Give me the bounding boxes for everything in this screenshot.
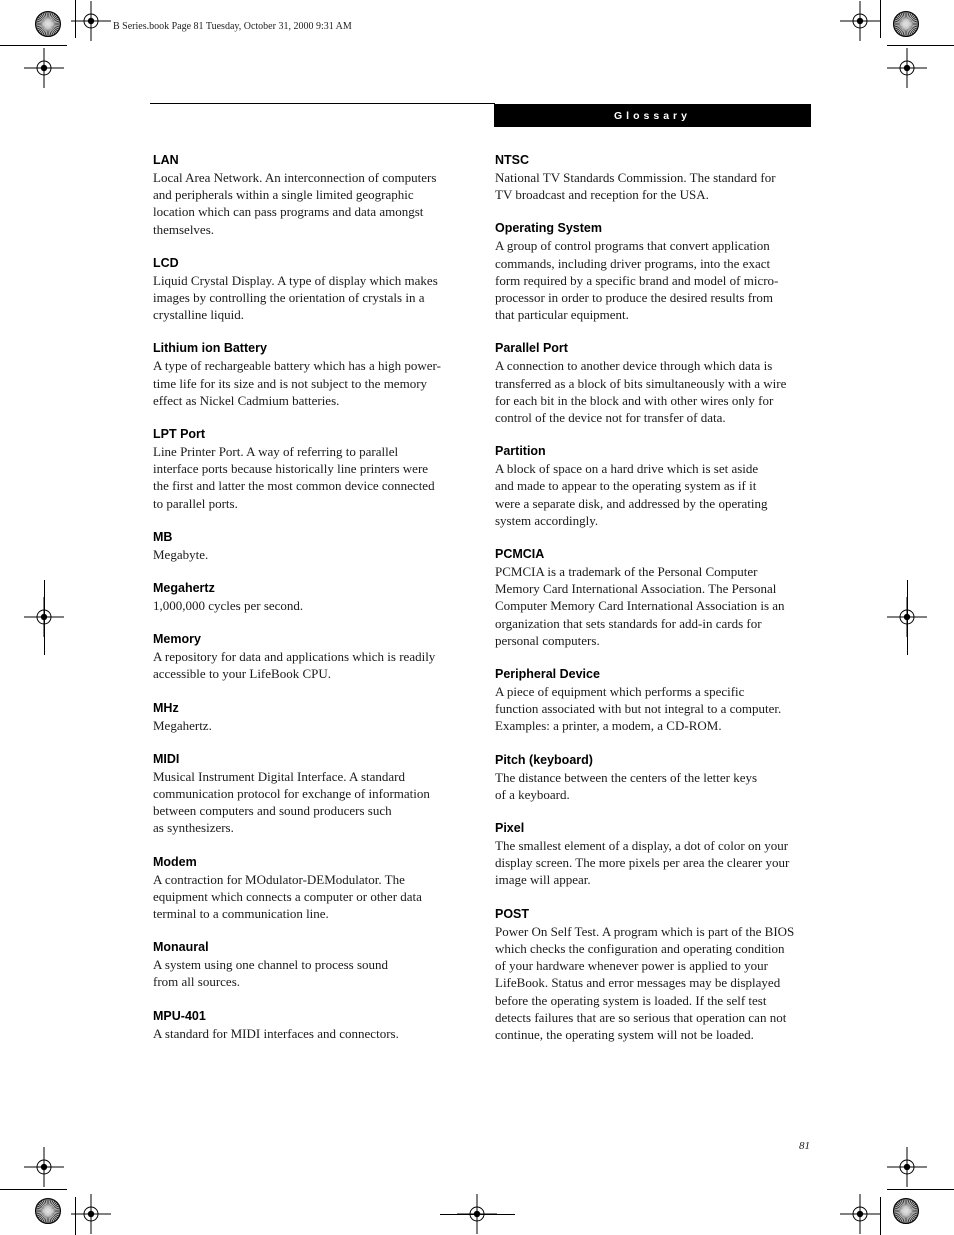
crop-mark-line (887, 1189, 954, 1190)
glossary-entry (495, 820, 811, 889)
glossary-entry (153, 529, 463, 563)
glossary-term: Pitch (keyboard) (495, 752, 593, 767)
crop-mark-line (887, 45, 954, 46)
glossary-entry (153, 751, 463, 837)
glossary-entry (153, 1008, 463, 1042)
glossary-entry (153, 426, 463, 512)
print-slug-line: B Series.book Page 81 Tuesday, October 31, 2000 9:31 AM (113, 21, 352, 32)
glossary-definition: National TV Standards Commission. The standard for TV broadcast and reception for the USA. (495, 170, 776, 203)
glossary-term: LAN (153, 153, 179, 167)
glossary-definition: A connection to another device through which data is transferred as a block of bits simultaneously with a wire for each bit in the block and with other wires only for control of the device not for transfer of data. (495, 358, 787, 426)
crop-mark-line (880, 1197, 881, 1235)
glossary-definition: A type of rechargeable battery which has a high power- time life for its size and is not subject to the memory effect as Nickel Cadmium batteries. (153, 358, 441, 408)
crop-mark-line (907, 580, 908, 655)
glossary-term: Partition (495, 444, 546, 459)
glossary-definition: Local Area Network. An interconnection of computers and peripherals within a single limited geographic location which can pass programs and data amongst themselves. (153, 170, 437, 237)
glossary-entry (153, 152, 463, 238)
registration-crosshair-icon (887, 48, 927, 88)
glossary-entry (495, 443, 811, 529)
glossary-term: Lithium ion Battery (153, 341, 267, 356)
glossary-entry (153, 700, 463, 734)
glossary-definition: Line Printer Port. A way of referring to parallel interface ports because historically line printers were the first and latter the most common device connected to parallel ports. (153, 444, 435, 511)
glossary-entry (495, 666, 811, 735)
glossary-entry (153, 939, 463, 990)
crop-mark-line (75, 0, 76, 38)
glossary-term: Modem (153, 854, 197, 869)
registration-starburst-icon (35, 11, 61, 37)
glossary-term: Megahertz (153, 581, 215, 596)
glossary-entry (495, 152, 811, 203)
glossary-definition: PCMCIA is a trademark of the Personal Computer Memory Card International Association. The Personal Computer Memory Card International Association is an organization that sets standards for add-in cards for personal computers. (495, 564, 785, 648)
crop-mark-line (880, 0, 881, 38)
registration-crosshair-icon (71, 1194, 111, 1234)
glossary-column-left (153, 152, 463, 1059)
registration-crosshair-icon (24, 48, 64, 88)
glossary-term: Memory (153, 632, 201, 647)
registration-starburst-icon (893, 1198, 919, 1224)
page-number: 81 (799, 1140, 810, 1152)
section-title: Glossary (614, 109, 691, 122)
glossary-definition: A contraction for MOdulator-DEModulator. The equipment which connects a computer or other data terminal to a communication line. (153, 871, 422, 922)
glossary-entry (495, 340, 811, 426)
glossary-definition: A system using one channel to process sound from all sources. (153, 957, 389, 990)
glossary-entry (153, 854, 463, 923)
registration-starburst-icon (35, 1198, 61, 1224)
registration-crosshair-icon (887, 1147, 927, 1187)
glossary-entry (153, 255, 463, 324)
glossary-definition: Musical Instrument Digital Interface. A standard communication protocol for exchange of information between computers and sound producers such as synthesizers. (153, 768, 430, 836)
glossary-column-right (495, 152, 811, 1060)
glossary-term: MHz (153, 700, 179, 715)
glossary-term: MIDI (153, 751, 180, 766)
glossary-entry (495, 546, 811, 649)
glossary-entry (153, 631, 463, 682)
glossary-definition: Power On Self Test. A program which is part of the BIOS which checks the configuration and operating condition of your hardware whenever power is applied to your LifeBook. Status and error messages may be displayed before the operating system is loaded. If the self test detects failures that are so serious that operation can not continue, the operating system will not be loaded. (495, 923, 795, 1042)
registration-crosshair-icon (840, 1194, 880, 1234)
registration-crosshair-icon (24, 1147, 64, 1187)
glossary-entry (495, 220, 811, 323)
glossary-term: POST (495, 906, 530, 921)
glossary-definition: Liquid Crystal Display. A type of display which makes images by controlling the orientation of crystals in a crystalline liquid. (153, 272, 438, 323)
glossary-definition: A piece of equipment which performs a specific function associated with but not integral to a computer. Examples: a printer, a modem, a CD-ROM. (495, 684, 782, 734)
crop-mark-line (440, 1214, 515, 1215)
crop-mark-line (0, 1189, 67, 1190)
glossary-term: NTSC (495, 153, 530, 167)
glossary-term: Parallel Port (495, 341, 568, 356)
glossary-term: MPU-401 (153, 1008, 206, 1023)
glossary-definition: A standard for MIDI interfaces and connectors. (153, 1025, 399, 1041)
glossary-term: PCMCIA (495, 547, 545, 562)
registration-crosshair-icon (840, 1, 880, 41)
glossary-term: LPT Port (153, 427, 206, 442)
glossary-term: MB (153, 529, 173, 544)
glossary-entry (153, 340, 463, 409)
crop-mark-line (0, 45, 67, 46)
registration-starburst-icon (893, 11, 919, 37)
glossary-definition: Megahertz. (153, 717, 212, 733)
header-rule (150, 103, 495, 104)
glossary-term: Pixel (495, 821, 525, 836)
glossary-definition: Megabyte. (153, 546, 209, 562)
glossary-definition: 1,000,000 cycles per second. (153, 598, 304, 614)
glossary-definition: A group of control programs that convert application commands, including driver programs, into the exact form required by a specific brand and model of micro- processor in order to produce the desired results from that particular equipment. (495, 238, 779, 323)
glossary-term: Monaural (153, 940, 209, 955)
crop-mark-line (75, 1197, 76, 1235)
glossary-term: Peripheral Device (495, 667, 600, 682)
glossary-definition: A block of space on a hard drive which is set aside and made to appear to the operating system as if it were a separate disk, and addressed by the operating system accordingly. (495, 461, 768, 528)
glossary-entry (495, 906, 811, 1043)
glossary-term: LCD (153, 255, 179, 270)
crop-mark-line (44, 580, 45, 655)
glossary-entry (495, 752, 811, 803)
glossary-definition: The smallest element of a display, a dot of color on your display screen. The more pixels per area the clearer your image will appear. (495, 838, 790, 888)
glossary-entry (153, 580, 463, 614)
registration-crosshair-icon (71, 1, 111, 41)
glossary-definition: The distance between the centers of the letter keys of a keyboard. (495, 769, 758, 802)
glossary-term: Operating System (495, 221, 602, 236)
glossary-definition: A repository for data and applications which is readily accessible to your LifeBook CPU. (153, 649, 436, 682)
section-header-bar (494, 104, 811, 127)
